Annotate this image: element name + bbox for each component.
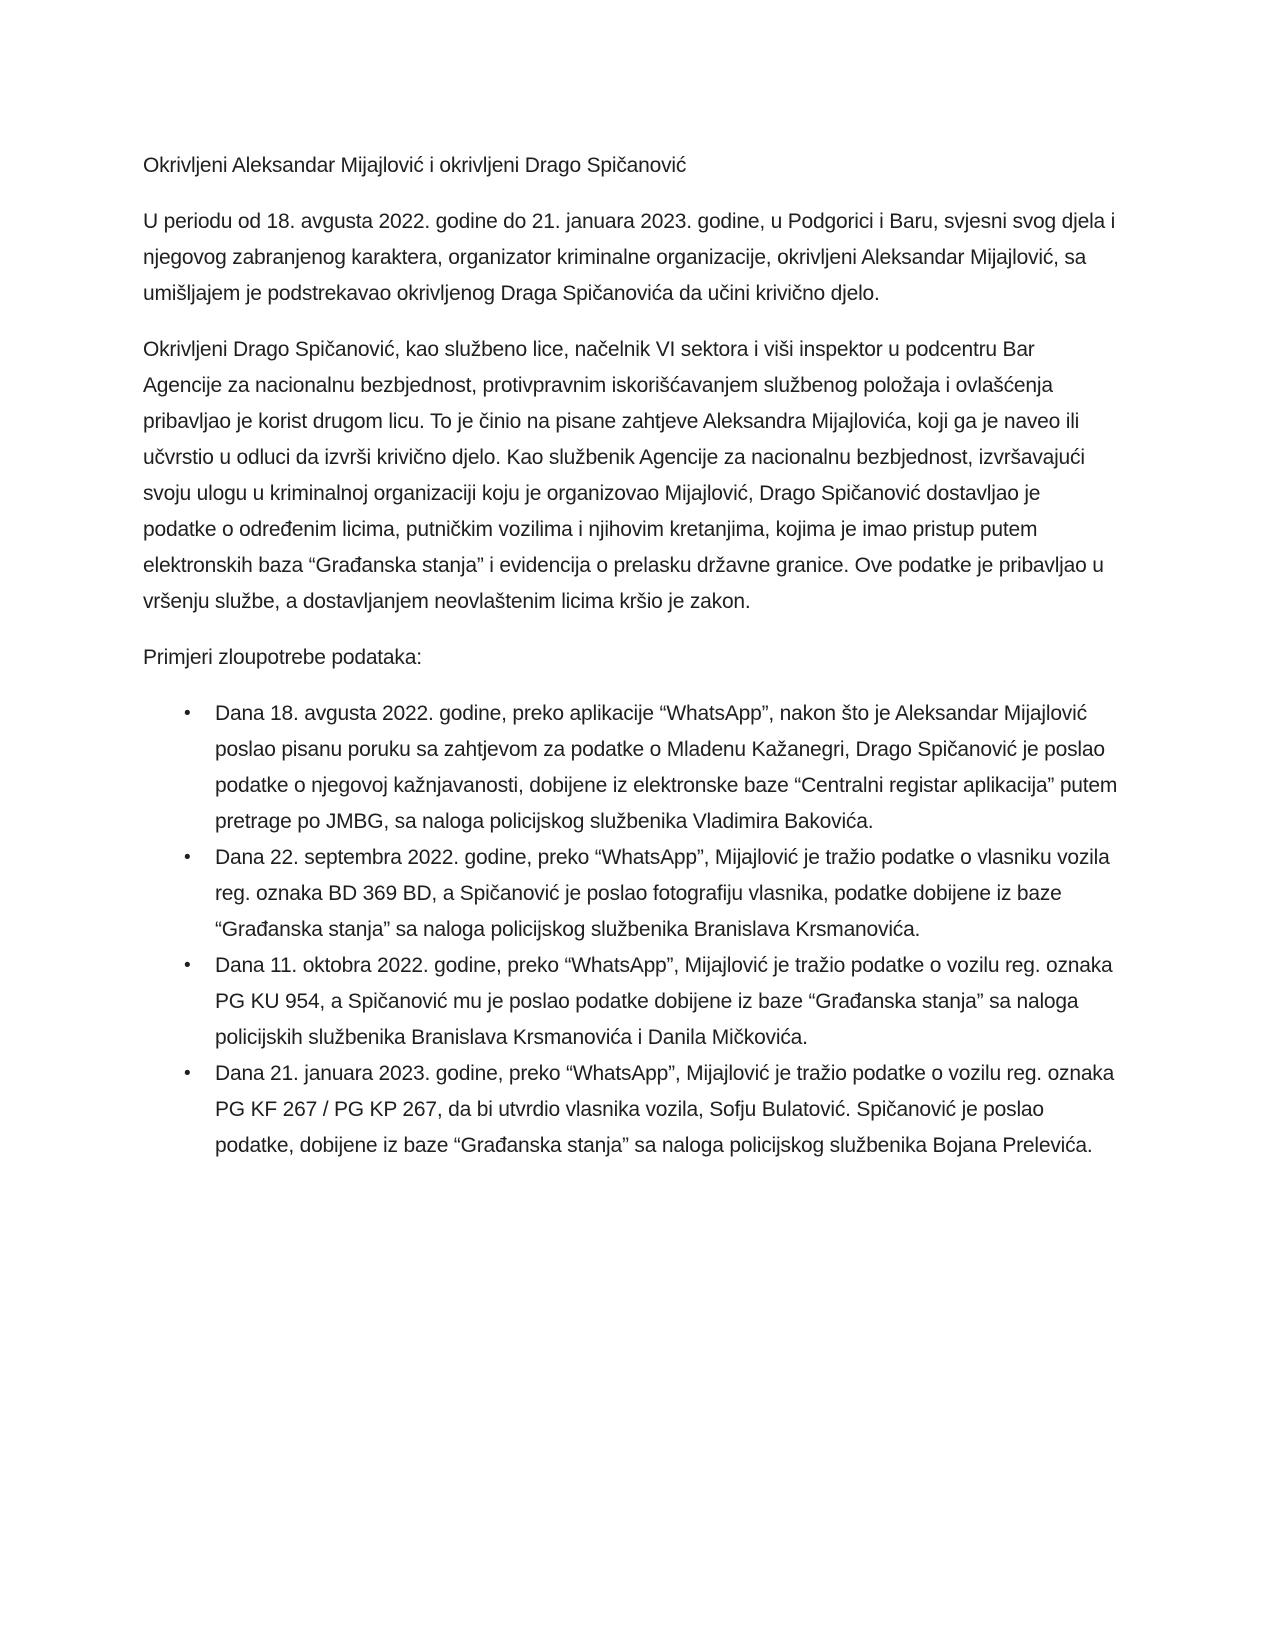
- list-item-text: Dana 22. septembra 2022. godine, preko “WhatsApp”, Mijajlović je tražio podatke o vlasniku vozila reg. oznaka BD 369 BD, a Spičanović je poslao fotografiju vlasnika, podatke dobijene iz baze “Građanska stanja” sa naloga policijskog službenika Branislava Krsmanovića.: [215, 846, 1110, 941]
- list-item-text: Dana 21. januara 2023. godine, preko “WhatsApp”, Mijajlović je tražio podatke o vozilu reg. oznaka PG KF 267 / PG KP 267, da bi utvrdio vlasnika vozila, Sofju Bulatović. Spičanović je poslao podatke, dobijene iz baze “Građanska stanja” sa naloga policijskog službenika Bojana Prelevića.: [215, 1062, 1115, 1157]
- document-heading: Okrivljeni Aleksandar Mijajlović i okrivljeni Drago Spičanović: [143, 154, 687, 177]
- list-item: [184, 696, 1118, 840]
- list-item: [184, 1056, 1118, 1164]
- paragraph-examples-intro: Primjeri zloupotrebe podataka:: [143, 646, 422, 669]
- paragraph-period: U periodu od 18. avgusta 2022. godine do 21. januara 2023. godine, u Podgorici i Baru, svjesni svog djela i njegovog zabranjenog karaktera, organizator kriminalne organizacije, okrivljeni Aleksandar Mijajlović, sa umišljajem je podstrekavao okrivljenog Draga Spičanovića da učini krivično djelo.: [143, 210, 1116, 305]
- bullet-icon: •: [184, 1063, 191, 1084]
- list-item: [184, 840, 1118, 948]
- bullet-icon: •: [184, 847, 191, 868]
- bullet-icon: •: [184, 703, 191, 724]
- list-item-text: Dana 11. oktobra 2022. godine, preko “WhatsApp”, Mijajlović je tražio podatke o vozilu reg. oznaka PG KU 954, a Spičanović mu je poslao podatke dobijene iz baze “Građanska stanja” sa naloga policijskih službenika Branislava Krsmanovića i Danila Mičkovića.: [215, 954, 1113, 1049]
- list-item: [184, 948, 1118, 1056]
- bullet-icon: •: [184, 955, 191, 976]
- list-item-text: Dana 18. avgusta 2022. godine, preko aplikacije “WhatsApp”, nakon što je Aleksandar Mijajlović poslao pisanu poruku sa zahtjevom za podatke o Mladenu Kažanegri, Drago Spičanović je poslao podatke o njegovoj kažnjavanosti, dobijene iz elektronske baze “Centralni registar aplikacija” putem pretrage po JMBG, sa naloga policijskog službenika Vladimira Bakovića.: [215, 702, 1118, 833]
- paragraph-official-role: Okrivljeni Drago Spičanović, kao službeno lice, načelnik VI sektora i viši inspektor u podcentru Bar Agencije za nacionalnu bezbjednost, protivpravnim iskorišćavanjem službenog položaja i ovlašćenja pribavljao je korist drugom licu. To je činio na pisane zahtjeve Aleksandra Mijajlovića, koji ga je naveo ili učvrstio u odluci da izvrši krivično djelo. Kao službenik Agencije za nacionalnu bezbjednost, izvršavajući svoju ulogu u kriminalnoj organizaciji koju je organizovao Mijajlović, Drago Spičanović dostavljao je podatke o određenim licima, putničkim vozilima i njihovim kretanjima, kojima je imao pristup putem elektronskih baza “Građanska stanja” i evidencija o prelasku državne granice. Ove podatke je pribavljao u vršenju službe, a dostavljanjem neovlaštenim licima kršio je zakon.: [143, 338, 1104, 613]
- abuse-examples-list: [143, 696, 1118, 1164]
